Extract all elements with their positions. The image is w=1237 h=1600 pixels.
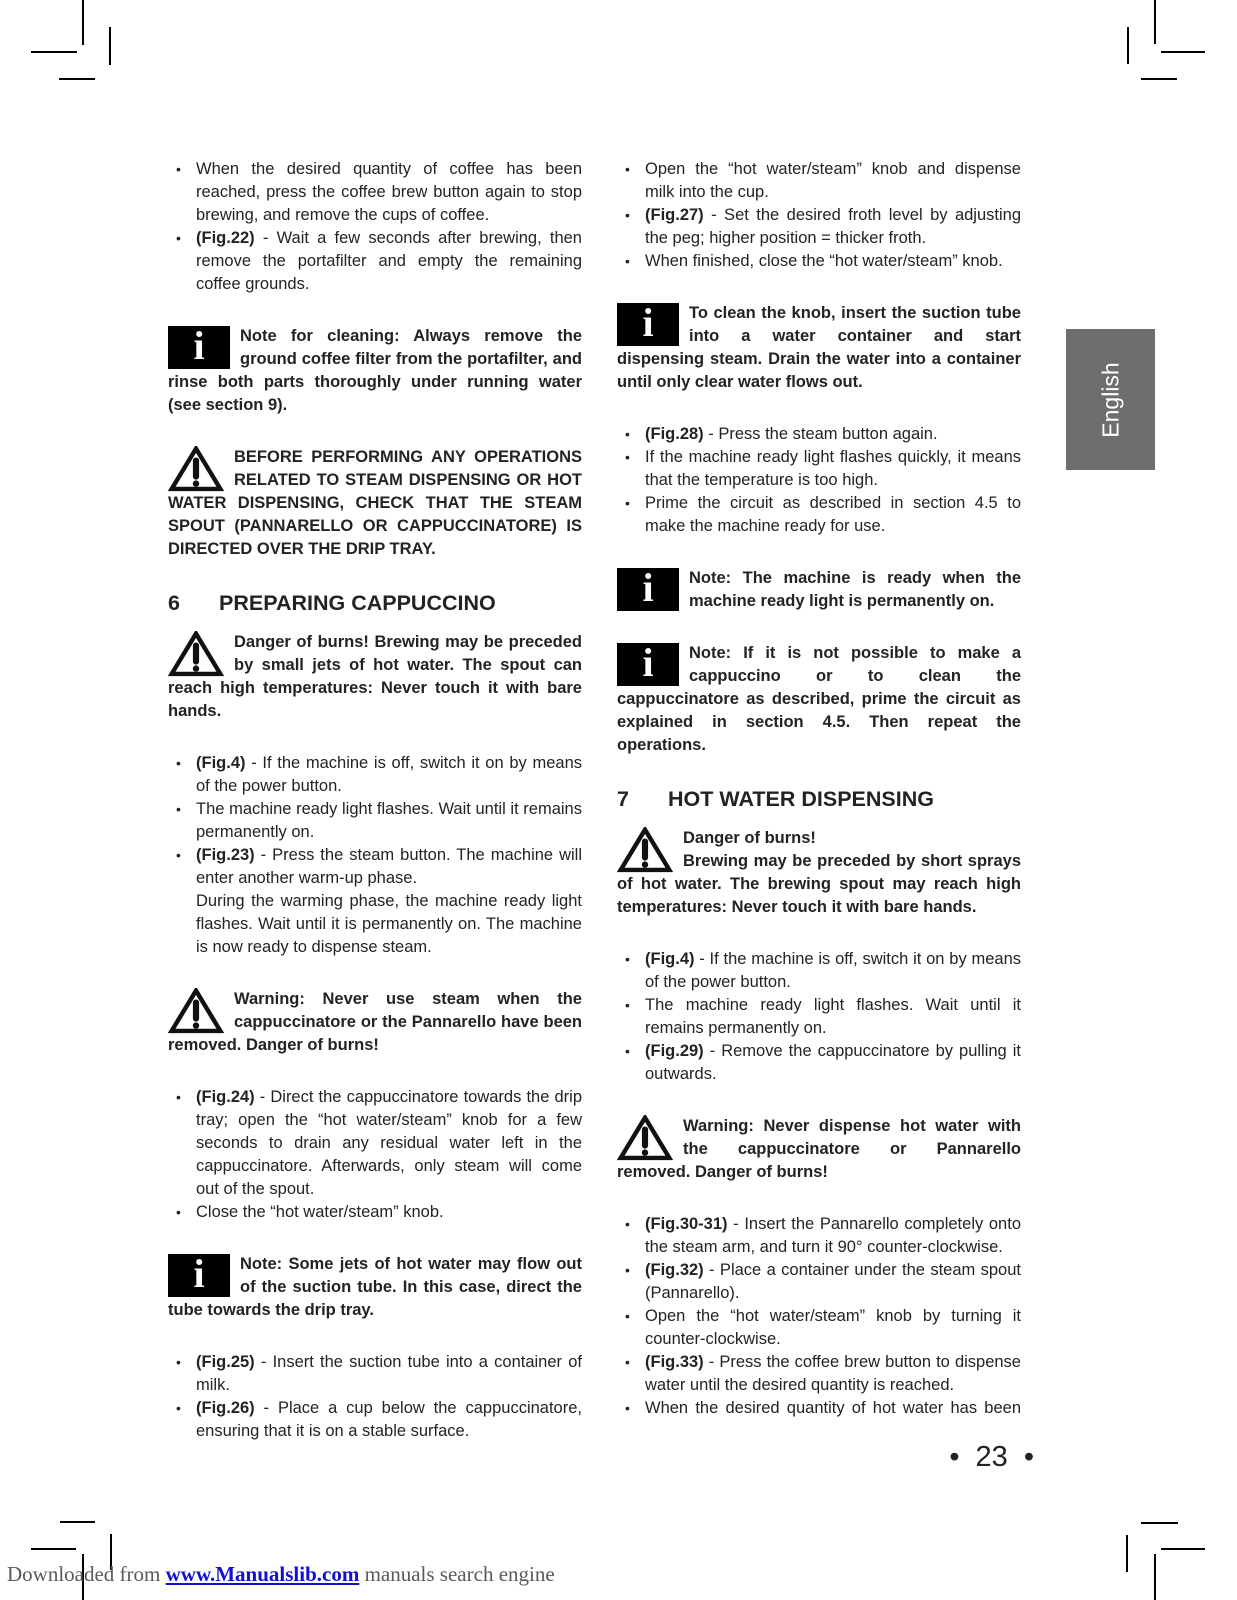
note-text: Note: The machine is ready when the machine ready light is permanently on.: [689, 569, 1021, 610]
info-icon: i: [168, 1254, 230, 1297]
crop-mark: [1126, 1535, 1128, 1572]
bullet-text: - Place a container under the steam spout (Pannarello).: [645, 1261, 1021, 1302]
figure-ref: (Fig.27): [645, 206, 704, 224]
crop-mark: [1127, 27, 1129, 64]
footer-suffix: manuals search engine: [359, 1562, 555, 1586]
bullet-item: [617, 1305, 1021, 1351]
figure-ref: (Fig.22): [196, 229, 255, 247]
bullet-text: - Direct the cappuccinatore towards the drip tray; open the “hot water/steam” knob for a few seconds to drain any residual water left in the cappuccinatore. Afterwards, only steam will come out of the spout.: [196, 1088, 582, 1198]
footer: [7, 1562, 555, 1587]
crop-mark: [1141, 78, 1177, 80]
section-number: 6: [168, 591, 180, 615]
bullet-item: [168, 1201, 582, 1224]
crop-mark: [1154, 0, 1156, 44]
bullet-item: [617, 204, 1021, 250]
bullet-text: When finished, close the “hot water/steam” knob.: [645, 252, 1003, 270]
bullet-list: [617, 423, 1021, 538]
bullet-text: - Place a cup below the cappuccinatore, ensuring that it is on a stable surface.: [196, 1399, 582, 1440]
figure-ref: (Fig.30-31): [645, 1215, 728, 1233]
crop-mark: [1154, 1554, 1156, 1600]
bullet-item: [617, 492, 1021, 538]
bullet-item: [617, 1397, 1021, 1420]
bullet-item: [168, 1351, 582, 1397]
bullet-item: [617, 948, 1021, 994]
bullet-item: [617, 423, 1021, 446]
bullet-list: [168, 1351, 582, 1443]
warning-icon: [168, 631, 224, 677]
crop-mark: [1141, 1522, 1178, 1524]
footer-prefix: Downloaded from: [7, 1562, 166, 1586]
info-icon: i: [617, 643, 679, 686]
info-icon: i: [617, 303, 679, 346]
bullet-text: - If the machine is off, switch it on by means of the power button.: [196, 754, 582, 795]
bullet-item: [617, 1040, 1021, 1086]
bullet-item: [617, 994, 1021, 1040]
warning-icon: [617, 1115, 673, 1161]
section-number: 7: [617, 787, 629, 811]
bullet-text: - Insert the Pannarello completely onto the steam arm, and turn it 90° counter-clockwise.: [645, 1215, 1021, 1256]
language-tab: [1066, 329, 1155, 470]
figure-ref: (Fig.33): [645, 1353, 704, 1371]
bullet-text: - Press the steam button. The machine will enter another warm-up phase.: [196, 846, 582, 887]
bullet-item: [168, 1086, 582, 1201]
bullet-list: [168, 752, 582, 959]
bullet-text: - Press the coffee brew button to dispense water until the desired quantity is reached.: [645, 1353, 1021, 1394]
bullet-list: [168, 1086, 582, 1224]
section-title: PREPARING CAPPUCCINO: [219, 591, 496, 615]
note-text: Note: If it is not possible to make a cappuccino or to clean the cappuccinatore as described, prime the circuit as explained in section 4.5. Then repeat the operations.: [617, 644, 1021, 754]
bullet-text: The machine ready light flashes. Wait until it remains permanently on.: [645, 996, 1021, 1037]
bullet-text: When the desired quantity of hot water has been: [645, 1399, 1021, 1417]
bullet-item: [168, 752, 582, 798]
warning-text: Danger of burns!: [683, 829, 816, 847]
warning-text: Brewing may be preceded by short sprays of hot water. The brewing spout may reach high temperatures: Never touch it with bare hands.: [617, 852, 1021, 916]
bullet-text: - If the machine is off, switch it on by means of the power button.: [645, 950, 1021, 991]
warning-icon: [617, 827, 673, 873]
note-text: To clean the knob, insert the suction tube into a water container and start dispensing steam. Drain the water into a container until only clear water flows out.: [617, 304, 1021, 391]
crop-mark: [59, 78, 95, 80]
figure-ref: (Fig.32): [645, 1261, 704, 1279]
manualslib-link[interactable]: www.Manualslib.com: [165, 1562, 360, 1586]
warning-block: [168, 988, 582, 1057]
bullet-text: Open the “hot water/steam” knob by turning it counter-clockwise.: [645, 1307, 1021, 1348]
figure-ref: (Fig.23): [196, 846, 255, 864]
crop-mark: [82, 0, 84, 45]
note-block: [617, 302, 1021, 394]
info-icon: i: [168, 326, 230, 369]
bullet-list: [617, 158, 1021, 273]
note-block: [617, 567, 1021, 613]
warning-text: Warning: Never use steam when the cappuccinatore or the Pannarello have been removed. Danger of burns!: [168, 990, 582, 1054]
bullet-text: - Press the steam button again.: [703, 425, 938, 443]
warning-block: [168, 446, 582, 561]
bullet-item: [168, 798, 582, 844]
page-number: • 23 •: [949, 1441, 1034, 1473]
figure-ref: (Fig.26): [196, 1399, 255, 1417]
bullet-item: [168, 1397, 582, 1443]
bullet-item: [168, 227, 582, 296]
figure-ref: (Fig.24): [196, 1088, 255, 1106]
bullet-text: When the desired quantity of coffee has been reached, press the coffee brew button again to stop brewing, and remove the cups of coffee.: [196, 160, 582, 224]
bullet-text: - Set the desired froth level by adjusting the peg; higher position = thicker froth.: [645, 206, 1021, 247]
section-heading: [617, 786, 1021, 813]
language-tab-label: English: [1097, 361, 1123, 438]
note-text: Note: Some jets of hot water may flow out of the suction tube. In this case, direct the tube towards the drip tray.: [168, 1255, 582, 1319]
bullet-text: If the machine ready light flashes quickly, it means that the temperature is too high.: [645, 448, 1021, 489]
bullet-list: [617, 948, 1021, 1086]
left-column: [168, 158, 582, 1472]
warning-text: Warning: Never dispense hot water with the cappuccinatore or Pannarello removed. Danger of burns!: [617, 1117, 1021, 1181]
warning-block: [617, 827, 1021, 919]
crop-mark: [31, 1548, 76, 1550]
bullet-continuation: During the warming phase, the machine ready light flashes. Wait until it is permanently on. The machine is now ready to dispense steam.: [196, 892, 582, 956]
warning-block: [617, 1115, 1021, 1184]
bullet-item: [617, 250, 1021, 273]
warning-icon: [168, 988, 224, 1034]
bullet-item: [617, 158, 1021, 204]
warning-text: Danger of burns! Brewing may be preceded by small jets of hot water. The spout can reach high temperatures: Never touch it with bare hands.: [168, 633, 582, 720]
crop-mark: [60, 1521, 95, 1523]
bullet-text: The machine ready light flashes. Wait until it remains permanently on.: [196, 800, 582, 841]
warning-text: BEFORE PERFORMING ANY OPERATIONS RELATED TO STEAM DISPENSING OR HOT WATER DISPENSING, CHECK THAT THE STEAM SPOUT (PANNARELLO OR CAPPUCCINATORE) IS DIRECTED OVER THE DRIP TRAY.: [168, 448, 582, 558]
bullet-text: - Insert the suction tube into a container of milk.: [196, 1353, 582, 1394]
note-block: [168, 325, 582, 417]
figure-ref: (Fig.4): [196, 754, 246, 772]
crop-mark: [1161, 1548, 1205, 1550]
note-block: [168, 1253, 582, 1322]
bullet-text: Close the “hot water/steam” knob.: [196, 1203, 444, 1221]
bullet-item: [168, 844, 582, 959]
bullet-text: - Remove the cappuccinatore by pulling it outwards.: [645, 1042, 1021, 1083]
bullet-item: [617, 446, 1021, 492]
bullet-list: [168, 158, 582, 296]
bullet-list: [617, 1213, 1021, 1420]
crop-mark: [109, 27, 111, 65]
figure-ref: (Fig.29): [645, 1042, 704, 1060]
info-icon: i: [617, 568, 679, 611]
section-heading: [168, 590, 582, 617]
right-column: [617, 158, 1021, 1449]
bullet-item: [617, 1259, 1021, 1305]
section-title: HOT WATER DISPENSING: [668, 787, 934, 811]
crop-mark: [31, 51, 77, 53]
figure-ref: (Fig.28): [645, 425, 704, 443]
warning-block: [168, 631, 582, 723]
bullet-item: [617, 1213, 1021, 1259]
bullet-text: Open the “hot water/steam” knob and dispense milk into the cup.: [645, 160, 1021, 201]
figure-ref: (Fig.25): [196, 1353, 255, 1371]
crop-mark: [1161, 51, 1205, 53]
bullet-text: - Wait a few seconds after brewing, then remove the portafilter and empty the remaining coffee grounds.: [196, 229, 582, 293]
note-block: [617, 642, 1021, 757]
bullet-text: Prime the circuit as described in section 4.5 to make the machine ready for use.: [645, 494, 1021, 535]
figure-ref: (Fig.4): [645, 950, 695, 968]
warning-icon: [168, 446, 224, 492]
bullet-item: [168, 158, 582, 227]
bullet-item: [617, 1351, 1021, 1397]
note-text: Note for cleaning: Always remove the ground coffee filter from the portafilter, and rinse both parts thoroughly under running water (see section 9).: [168, 327, 582, 414]
